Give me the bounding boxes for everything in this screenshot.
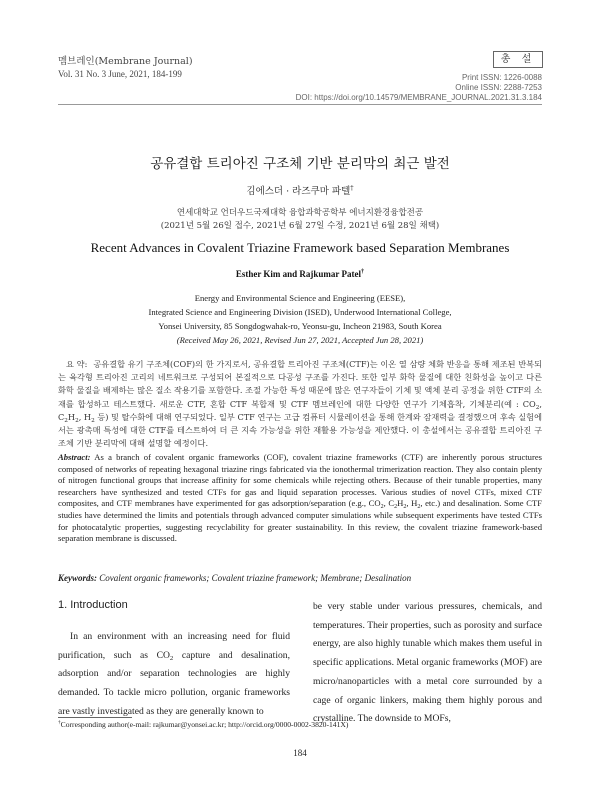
affiliation-english-line1: Energy and Environmental Science and Engineering (EESE), bbox=[194, 293, 406, 303]
authors-korean bbox=[40, 183, 560, 197]
paragraph: be very stable under various pressures, chemicals, and temperatures. Their properties, such as porosity and surface energy, are also highly tunable which makes them useful in specific applications. Metal organic frameworks (MOF) are micro/nanoparticles with a metal core surrounded by a cage of organic linkers, making them highly porous and crystalline. The downside to MOFs, bbox=[313, 601, 542, 725]
paragraph: In an environment with an increasing need for fluid purification, such as $CO_2$ capture and desalination, adsorption and/or separation technologies are highly demanded. To tackle micro pollution, organic frameworks are vastly investigated as they are generally known to bbox=[58, 631, 290, 717]
footnote-text: Corresponding author(e-mail: rajkumar@yonsei.ac.kr; http://orcid.org/0000-0002-3820-141X) bbox=[60, 720, 349, 729]
title-korean: 공유결합 트리아진 구조체 기반 분리막의 최근 발전 bbox=[150, 156, 450, 172]
body-column-left bbox=[58, 628, 290, 722]
affiliation-english-line2: Integrated Science and Engineering Division (ISED), Underwood International College, bbox=[148, 307, 452, 317]
authors-korean-names: 김에스더 · 라즈쿠마 파텔 bbox=[246, 186, 351, 197]
article-type-badge: 총 설 bbox=[493, 51, 543, 68]
page-number: 184 bbox=[293, 748, 307, 758]
authors-english-names: Esther Kim and Rajkumar Patel bbox=[235, 269, 361, 279]
body-column-right bbox=[313, 598, 542, 729]
online-issn: Online ISSN: 2288-7253 bbox=[455, 83, 542, 92]
abstract-english-label: Abstract: bbox=[58, 452, 91, 462]
footnote bbox=[58, 720, 348, 729]
affiliation-korean: 연세대학교 언더우드국제대학 융합과학공학부 에너지환경융합전공 bbox=[176, 208, 424, 218]
doi-link[interactable]: DOI: https://doi.org/10.14579/MEMBRANE_JOURNAL.2021.31.3.184 bbox=[295, 93, 542, 102]
volume-info: Vol. 31 No. 3 June, 2021, 184-199 bbox=[58, 69, 182, 79]
title-english: Recent Advances in Covalent Triazine Framework based Separation Membranes bbox=[90, 240, 510, 255]
section-heading-introduction: 1. Introduction bbox=[58, 599, 128, 611]
print-issn: Print ISSN: 1226-0088 bbox=[461, 73, 542, 82]
keywords bbox=[58, 573, 542, 583]
dagger-mark: † bbox=[361, 268, 365, 275]
authors-english bbox=[40, 269, 560, 279]
abstract-korean-label: 요 약: bbox=[66, 359, 88, 369]
keywords-list: Covalent organic frameworks; Covalent triazine framework; Membrane; Desalination bbox=[97, 573, 412, 583]
dagger-mark: † bbox=[350, 183, 354, 192]
dagger-mark: † bbox=[58, 719, 61, 726]
dates-english: (Received May 26, 2021, Revised Jun 27, 2021, Accepted Jun 28, 2021) bbox=[176, 335, 424, 345]
abstract-korean: 요 약: 공유결합 유기 구조체(COF)의 한 가지로서, 공유결합 트리아진 구조체(CTF)는 이온 열 삼량 체화 반응을 통해 제조된 반복되는 육각형 트리아진 고리의 네트워크로 구성되어 본질적으로 다공성 구조를 가진다. 또한 일부 화학 물질에 대한 친화성을 높이고 다른 화학 물질을 배제하는 많은 질소 작용기를 포함한다. 조절 가능한 특성 때문에 많은 연구자들이 기체 및 액체 분리 공정을 위한 CTF의 소재를 합성하고 테스트했다. 새로운 CTF, 혼합 CTF 복합재 및 CTF 멤브레인에 대한 다양한 연구가 기체흡착, 기체분리(예 : $CO_2$, $C_2H_2$, $H_2$ 등) 및 탈수화에 대해 연구되었다. 일부 CTF 연구는 고급 컴퓨터 시뮬레이션을 통해 한계와 잠재력을 결정했으며 후속 실험에서는 광촉매 특성에 대한 CTF를 테스트하여 더 큰 지속 가능성을 위한 재활용 가능성을 제안했다. 이 총설에서는 공유결합 트리아진 구조체 기반 분리막에 대해 설명할 예정이다. bbox=[58, 359, 542, 449]
journal-name: 멤브레인(Membrane Journal) bbox=[58, 56, 193, 67]
dates-korean: (2021년 5월 26일 접수, 2021년 6월 27일 수정, 2021년 6월 28일 채택) bbox=[160, 221, 440, 231]
keywords-label: Keywords: bbox=[58, 573, 97, 583]
header-rule bbox=[58, 104, 542, 105]
footnote-rule bbox=[58, 717, 132, 718]
affiliation-english-line3: Yonsei University, 85 Songdogwahak-ro, Yeonsu-gu, Incheon 21983, South Korea bbox=[158, 321, 442, 331]
abstract-english: Abstract: As a branch of covalent organic frameworks (COF), covalent triazine frameworks (CTF) are inherently porous structures composed of networks of repeating hexagonal triazine rings fabricated via the ionothermal trimerization reaction. They also contain plenty of nitrogen functional groups that increase affinity for some chemicals while rejecting others. Because of their tunable properties, many researchers have synthesized and tested CTFs for gas and liquid separation processes. Various studies of novel CTFs, mixed CTF composites, and CTF membranes have experimented for gas adsorption/separation (e.g., $CO_2$, $C_2H_2$, $H_2$, etc.) and desalination. Some CTF studies have determined the limits and potentials through advanced computer simulations while subsequent experiments have tested CTFs for photocatalytic properties, suggesting recyclability for greater sustainability. In this review, the covalent triazine framework-based separation membrane is discussed. bbox=[58, 452, 542, 544]
